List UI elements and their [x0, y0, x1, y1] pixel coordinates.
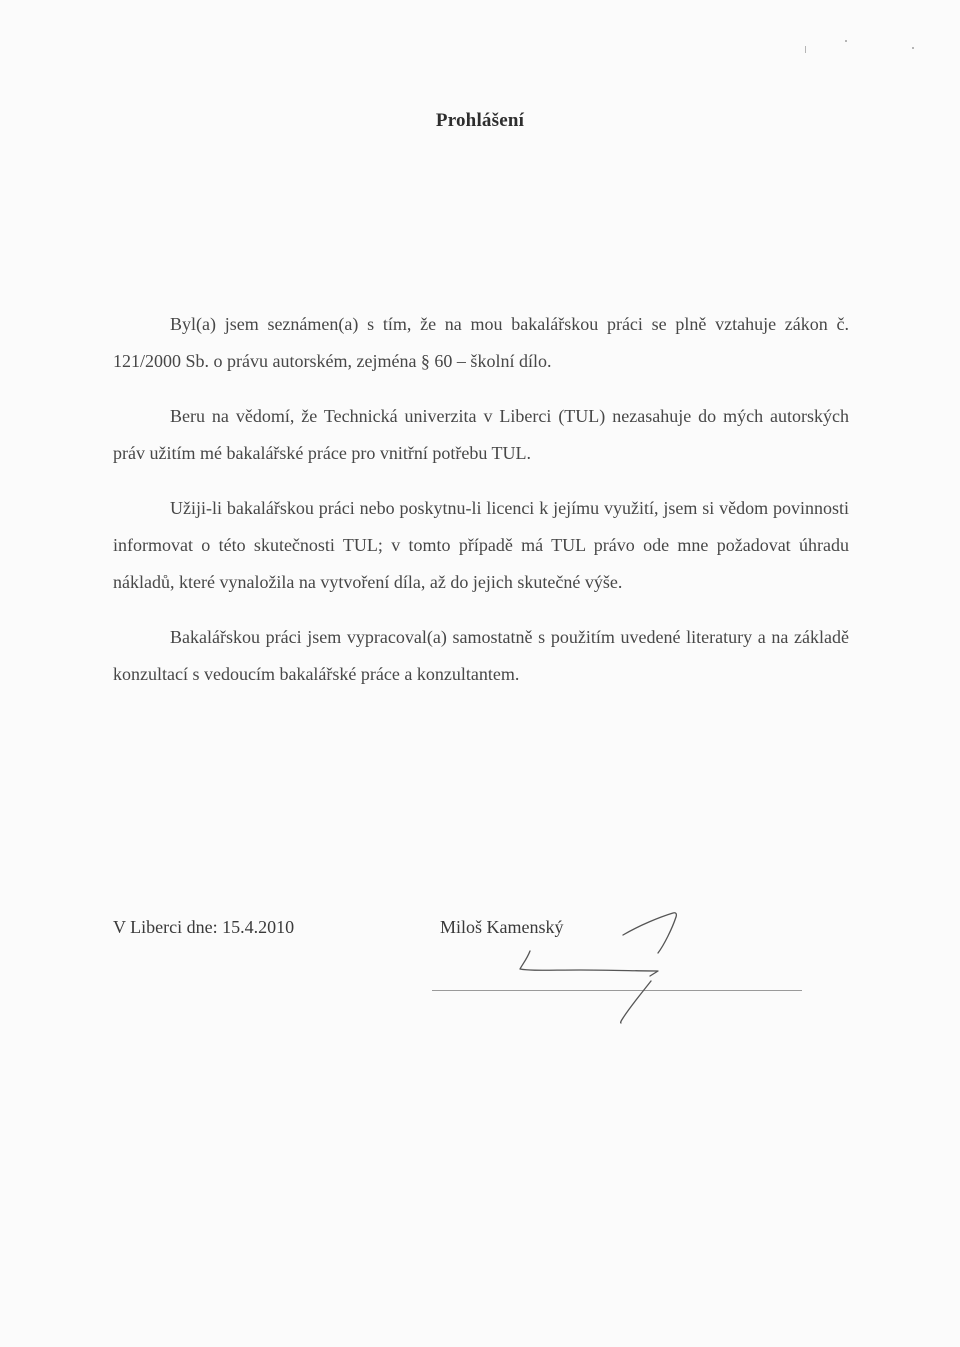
place-and-date: V Liberci dne: 15.4.2010 — [113, 917, 295, 937]
paragraph-copyright-law: Byl(a) jsem seznámen(a) s tím, že na mou bakalářskou práci se plně vztahuje zákon č. 121/2000 Sb. o právu autorském, zejména § 60 – školní dílo. — [113, 314, 849, 371]
handwritten-signature — [500, 895, 700, 1025]
declaration-body — [113, 306, 849, 711]
paragraph-license-obligation: Užiji-li bakalářskou práci nebo poskytnu-li licenci k jejímu využití, jsem si vědom povinnosti informovat o této skutečnosti TUL; v tomto případě má TUL právo ode mne požadovat úhradu nákladů, které vynaložila na vytvoření díla, až do jejich skutečné výše. — [113, 498, 849, 592]
scan-artifact — [912, 47, 914, 49]
author-name: Miloš Kamenský — [440, 917, 564, 937]
scan-artifact — [845, 40, 847, 42]
signature-row — [113, 917, 849, 957]
paragraph-university-rights: Beru na vědomí, že Technická univerzita v Liberci (TUL) nezasahuje do mých autorských práv užitím mé bakalářské práce pro vnitřní potřebu TUL. — [113, 406, 849, 463]
scan-artifact — [805, 46, 806, 53]
paragraph-independent-work: Bakalářskou práci jsem vypracoval(a) samostatně s použitím uvedené literatury a na základě konzultací s vedoucím bakalářské práce a konzultantem. — [113, 627, 849, 684]
page-title: Prohlášení — [435, 110, 525, 131]
